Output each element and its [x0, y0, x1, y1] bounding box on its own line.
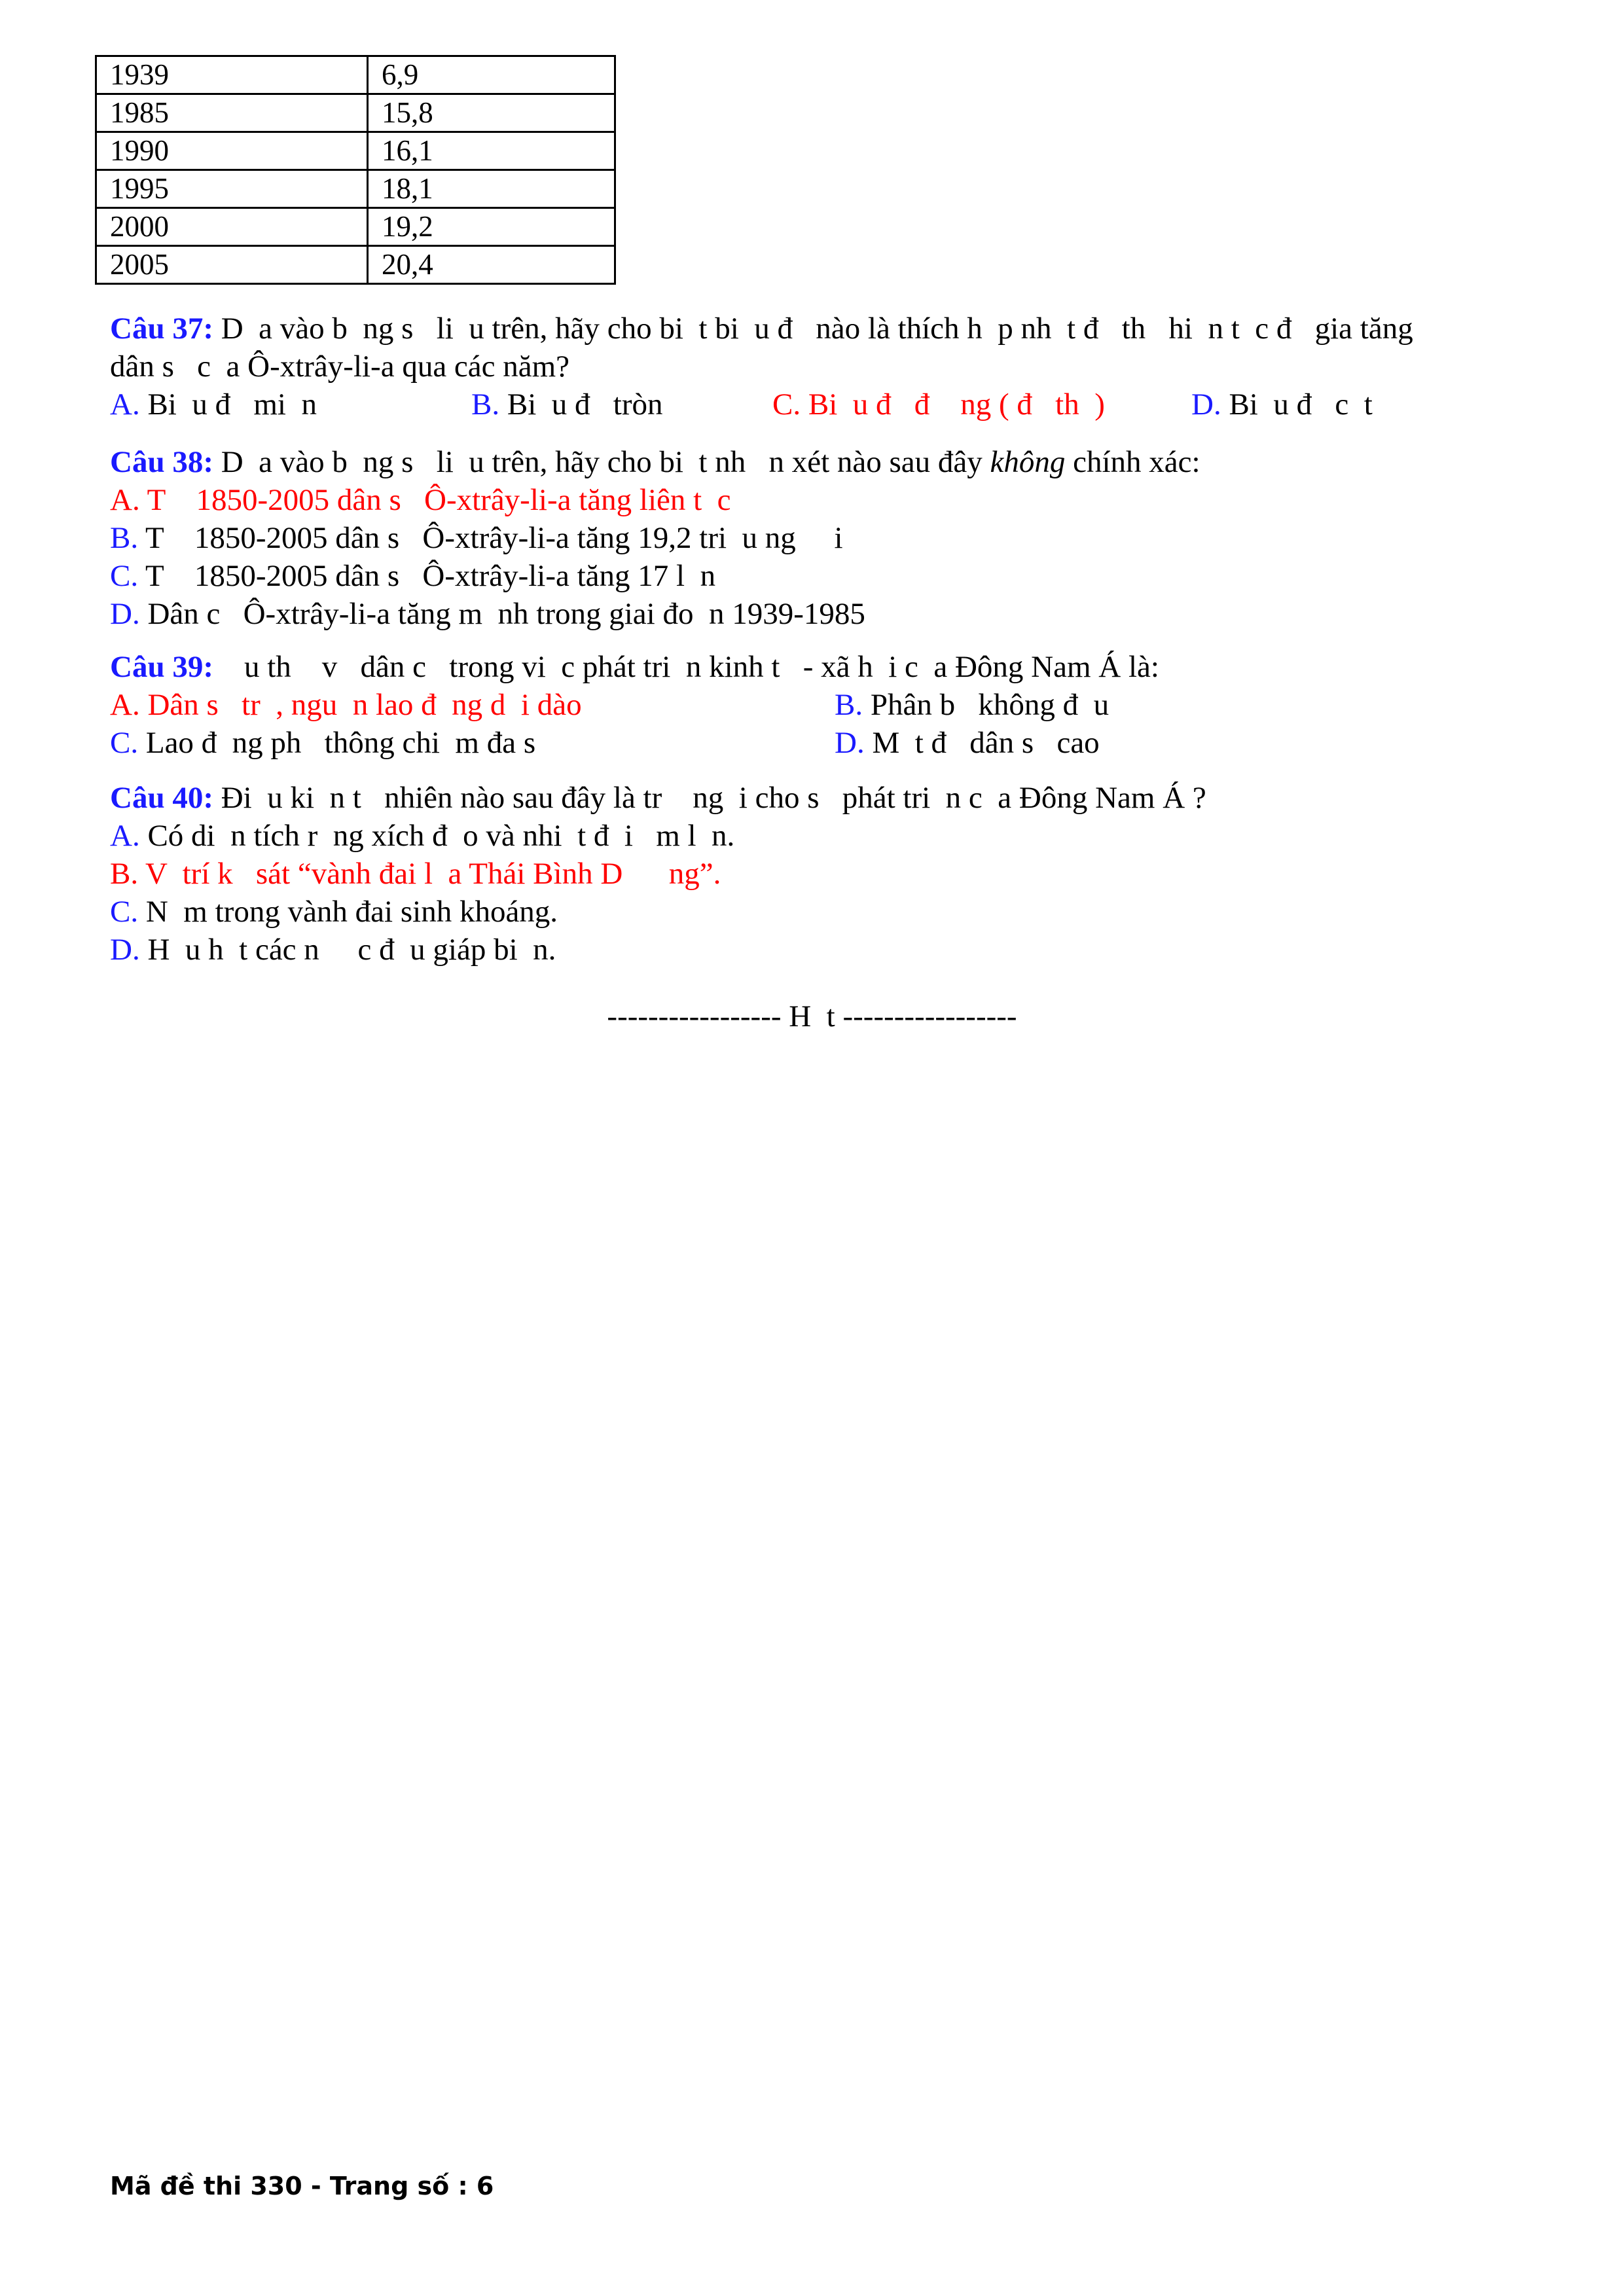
option-a-correct[interactable]: A. T 1850-2005 dân s Ô-xtrây-li-a tăng liên t c [110, 483, 731, 517]
question-39-stem: Câu 39: u th v dân c trong vi c phát tri n kinh t - xã h i c a Đông Nam Á là: [110, 650, 1159, 684]
table-row [96, 132, 615, 170]
table-cell-value: 16,1 [368, 132, 615, 170]
table-row [96, 246, 615, 284]
question-40-label: Câu 40: [110, 781, 213, 815]
option-c-correct[interactable]: C. Bi u đ đ ng ( đ th ) [772, 387, 1105, 422]
question-39-options-row1 [110, 686, 1517, 724]
table-cell-year: 1995 [96, 170, 368, 208]
table-cell-year: 1990 [96, 132, 368, 170]
option-c[interactable]: C. T 1850-2005 dân s Ô-xtrây-li-a tăng 17 l n [110, 559, 716, 593]
page-footer: Mã đề thi 330 - Trang số : 6 [110, 2172, 494, 2200]
option-a[interactable]: A. Bi u đ mi n [110, 387, 317, 422]
table-row [96, 208, 615, 246]
question-37 [110, 310, 1517, 423]
option-c[interactable]: C. Lao đ ng ph thông chi m đa s [110, 726, 536, 760]
option-b-correct[interactable]: B. V trí k sát “vành đai l a Thái Bình D ng”. [110, 857, 721, 891]
table-row [96, 170, 615, 208]
option-a-correct[interactable]: A. Dân s tr , ngu n lao đ ng d i dào [110, 688, 582, 722]
question-40 [110, 779, 1517, 969]
option-c[interactable]: C. N m trong vành đai sinh khoáng. [110, 895, 558, 929]
option-a[interactable]: A. Có di n tích r ng xích đ o và nhi t đ i m l n. [110, 819, 735, 853]
population-table [95, 55, 616, 285]
table-cell-value: 15,8 [368, 94, 615, 132]
option-d[interactable]: D. M t đ dân s cao [835, 726, 1100, 760]
table-row [96, 56, 615, 94]
question-39-options-row2 [110, 724, 1517, 762]
option-d[interactable]: D. Dân c Ô-xtrây-li-a tăng m nh trong giai đo n 1939-1985 [110, 597, 865, 631]
question-37-label: Câu 37: [110, 312, 213, 346]
question-38 [110, 443, 1517, 633]
question-38-stem: Câu 38: D a vào b ng s li u trên, hãy cho bi t nh n xét nào sau đây không chính xác: [110, 445, 1200, 479]
question-37-text-line2: dân s c a Ô-xtrây-li-a qua các năm? [110, 350, 570, 384]
table-cell-value: 19,2 [368, 208, 615, 246]
option-b[interactable]: B. Phân b không đ u [835, 688, 1110, 722]
question-38-label: Câu 38: [110, 445, 213, 479]
question-37-text-line1: D a vào b ng s li u trên, hãy cho bi t bi u đ nào là thích h p nh t đ th hi n t c đ gia tăng [213, 312, 1413, 346]
table-cell-year: 2005 [96, 246, 368, 284]
question-37-options [110, 386, 1517, 423]
table-cell-value: 18,1 [368, 170, 615, 208]
question-39 [110, 648, 1517, 762]
table-row [96, 94, 615, 132]
option-b[interactable]: B. T 1850-2005 dân s Ô-xtrây-li-a tăng 19,2 tri u ng i [110, 521, 843, 555]
option-d[interactable]: D. Bi u đ c t [1191, 387, 1373, 422]
table-cell-year: 2000 [96, 208, 368, 246]
end-of-exam-marker: ----------------- H t ----------------- [607, 999, 1017, 1033]
table-cell-value: 6,9 [368, 56, 615, 94]
question-39-label: Câu 39: [110, 650, 213, 684]
table-cell-year: 1939 [96, 56, 368, 94]
option-d[interactable]: D. H u h t các n c đ u giáp bi n. [110, 933, 556, 967]
question-37-stem [110, 310, 1517, 348]
table-cell-value: 20,4 [368, 246, 615, 284]
emphasis-word: không [990, 445, 1066, 479]
table-cell-year: 1985 [96, 94, 368, 132]
question-40-stem: Câu 40: Đi u ki n t nhiên nào sau đây là tr ng i cho s phát tri n c a Đông Nam Á ? [110, 781, 1206, 815]
option-b[interactable]: B. Bi u đ tròn [471, 387, 663, 422]
